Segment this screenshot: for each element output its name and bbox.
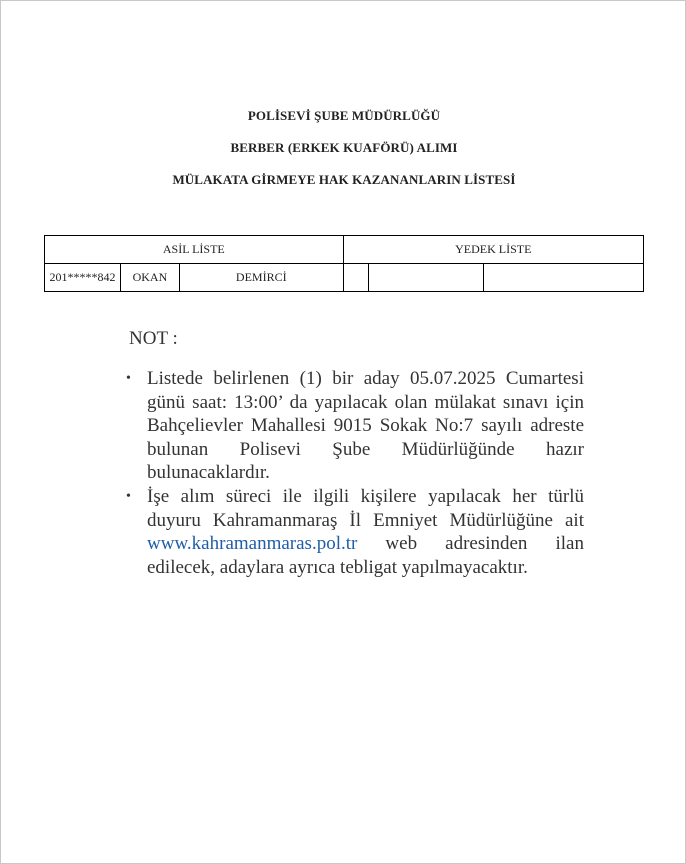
yedek-cell-3 [484, 264, 644, 292]
candidate-surname-cell: DEMİRCİ [179, 264, 343, 292]
asil-list-header: ASİL LİSTE [45, 236, 344, 264]
list-item [126, 367, 584, 485]
candidate-table [44, 235, 644, 292]
candidate-name-cell: OKAN [120, 264, 179, 292]
table-header-row [45, 236, 644, 264]
list-item [126, 485, 584, 579]
heading-position: BERBER (ERKEK KUAFÖRÜ) ALIMI [230, 140, 458, 155]
yedek-list-header: YEDEK LİSTE [343, 236, 643, 264]
notes-list [126, 367, 584, 579]
table-row [45, 264, 644, 292]
yedek-cell-2 [368, 264, 484, 292]
heading-list-title: MÜLAKATA GİRMEYE HAK KAZANANLARIN LİSTESİ [172, 172, 516, 187]
note-item-text-part1: İşe alım süreci ile ilgili kişilere yapılacak her türlü duyuru Kahramanmaraş İl Emniyet Müdürlüğüne ait [147, 485, 584, 531]
yedek-cell-1 [343, 264, 368, 292]
bullet-icon: • [126, 488, 131, 504]
bullet-icon: • [126, 371, 131, 386]
heading-department: POLİSEVİ ŞUBE MÜDÜRLÜĞÜ [247, 108, 441, 123]
note-title: NOT : [129, 328, 178, 349]
website-link[interactable]: www.kahramanmaras.pol.tr [147, 533, 358, 555]
candidate-id-cell: 201*****842 [45, 264, 121, 292]
note-item-text-part2: web adresinden ilan edilecek, adaylara ayrıca tebligat yapılmayacaktır. [147, 533, 584, 578]
note-item-text: Listede belirlenen (1) bir aday 05.07.2025 Cumartesi günü saat: 13:00’ da yapılacak olan mülakat sınavı için Bahçelievler Mahallesi 9015 Sokak No:7 sayılı adreste bulunan Polisevi Şube Müdürlüğünde hazır bulunacaklardır. [147, 368, 584, 484]
